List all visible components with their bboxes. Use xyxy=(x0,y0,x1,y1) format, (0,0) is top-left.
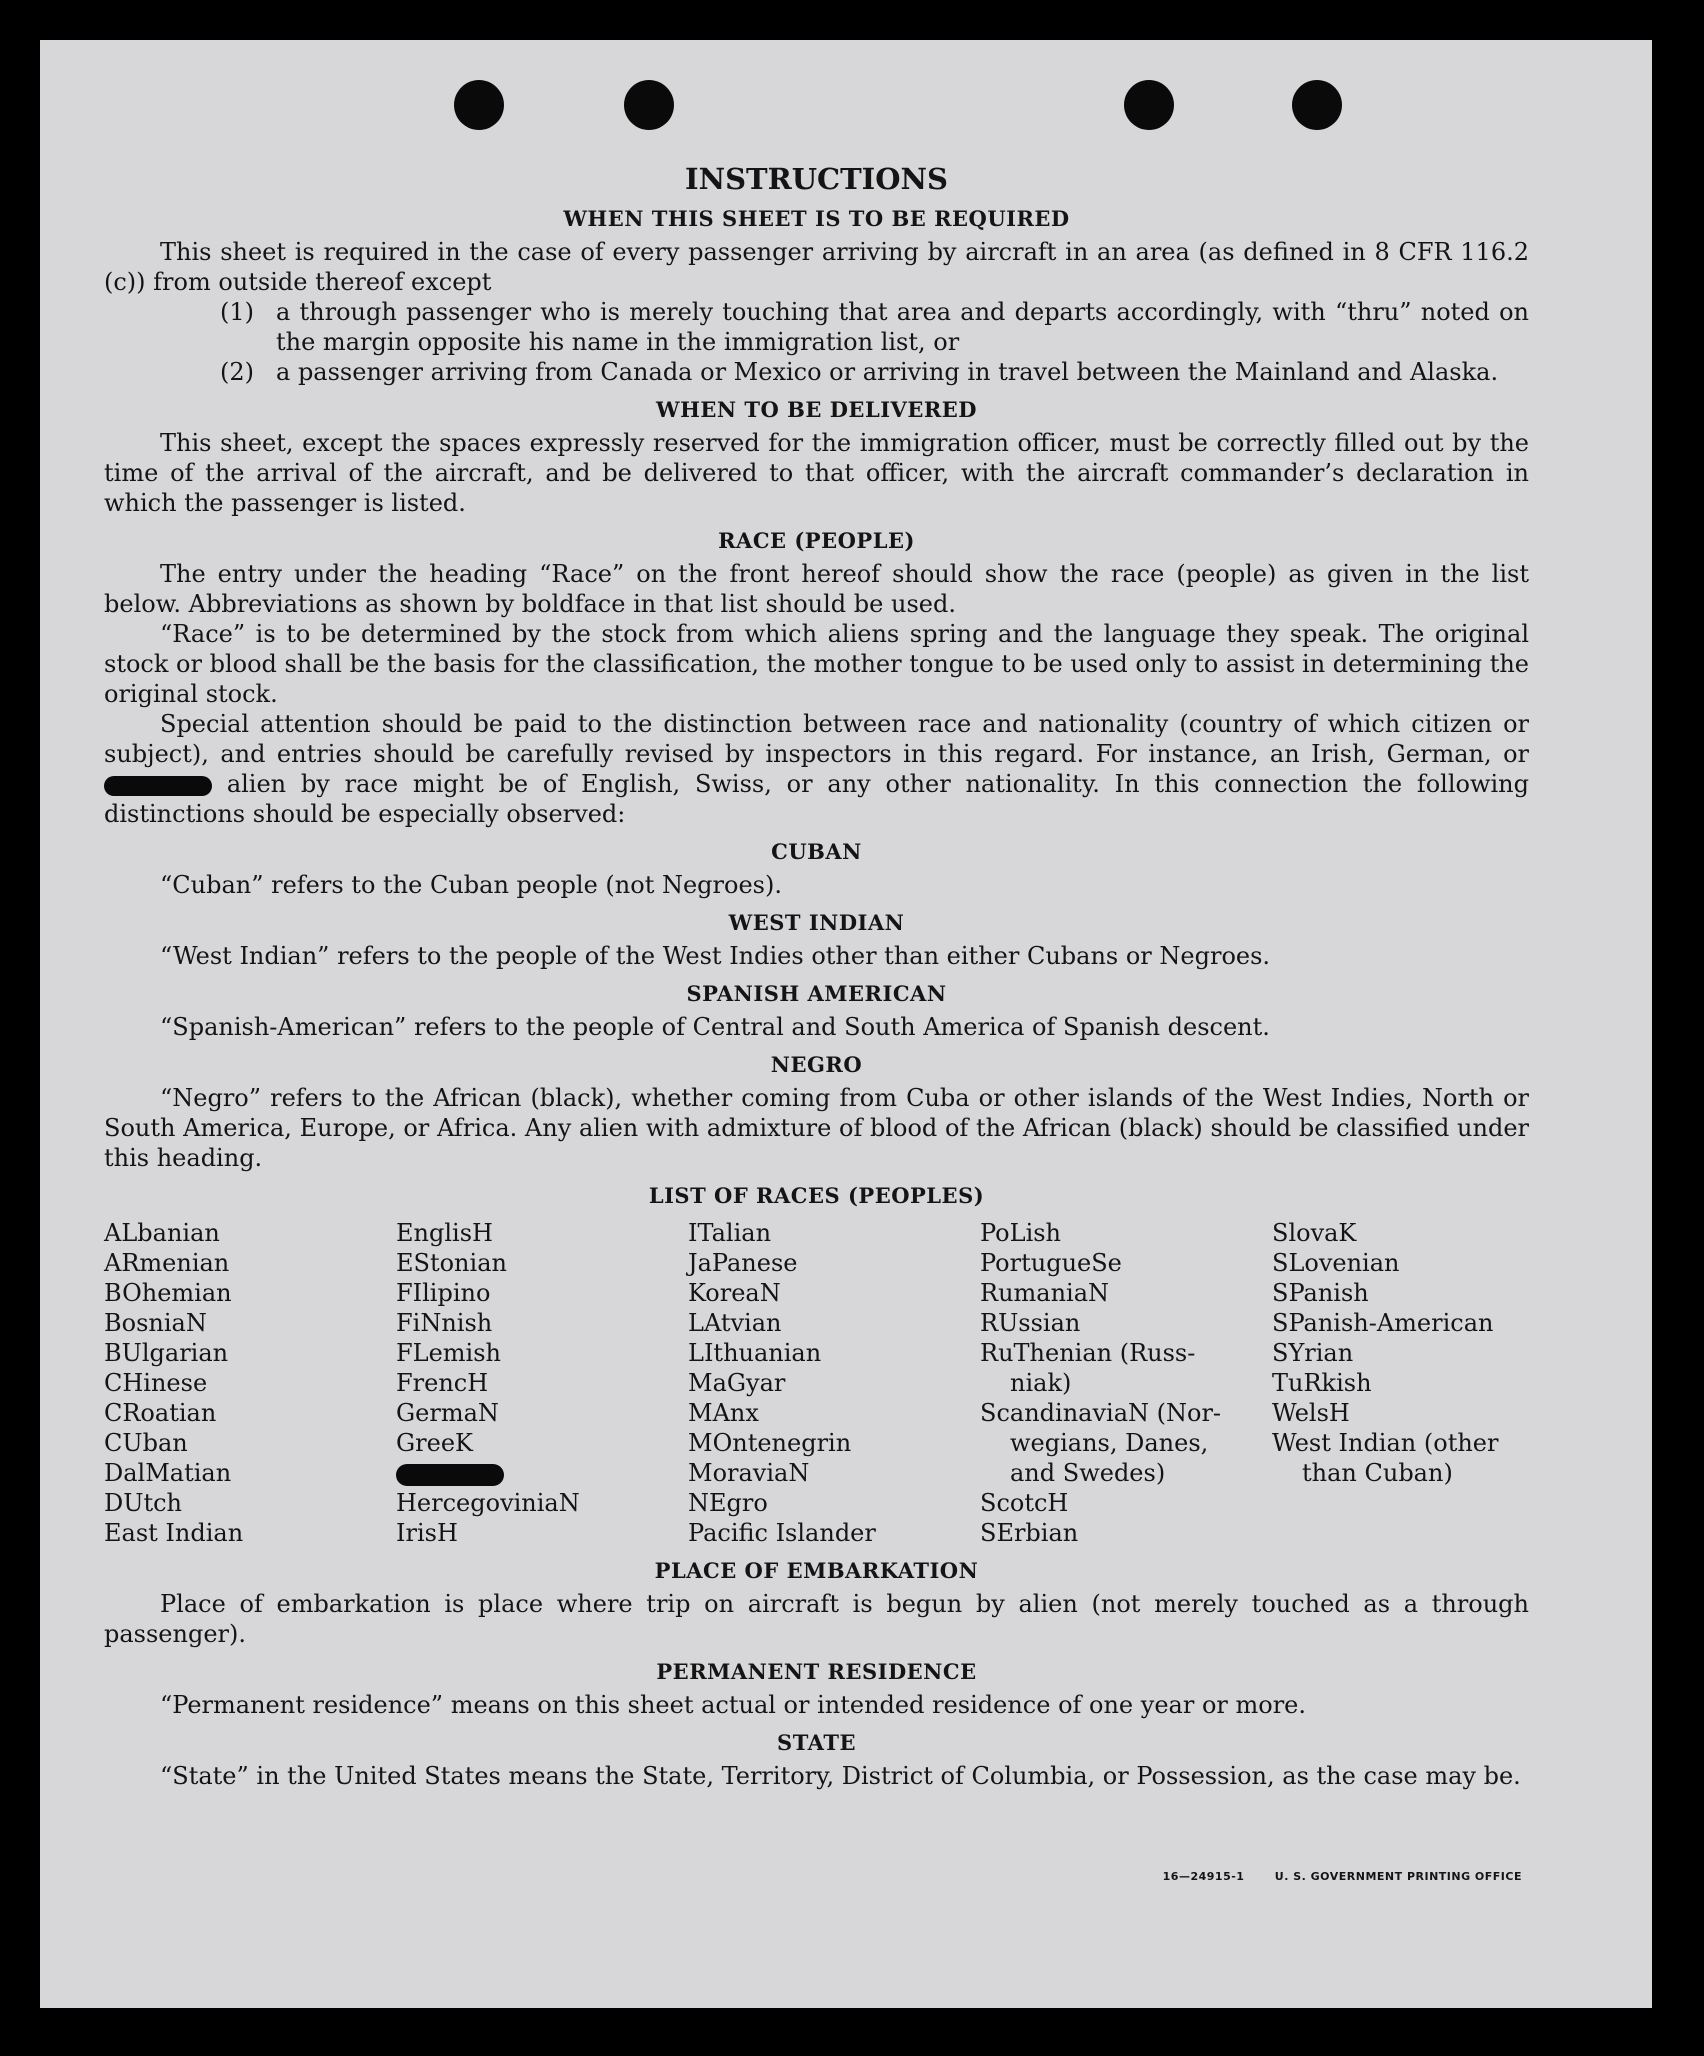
race-item: LIthuanian xyxy=(688,1339,822,1367)
race-item: Pacific Islander xyxy=(688,1519,876,1547)
paragraph: “Permanent residence” means on this sheet actual or intended residence of one year or more. xyxy=(160,1691,1306,1719)
race-item: MOntenegrin xyxy=(688,1429,852,1457)
race-item: ALbanian xyxy=(104,1219,220,1247)
race-item-continued: than Cuban) xyxy=(1302,1459,1453,1487)
race-item: BUlgarian xyxy=(104,1339,229,1367)
race-item: FiNnish xyxy=(396,1309,493,1337)
race-item: BosniaN xyxy=(104,1309,207,1337)
redaction-mark xyxy=(104,776,212,796)
race-column xyxy=(980,1218,1272,1548)
section-heading: WHEN TO BE DELIVERED xyxy=(655,397,977,422)
paragraph: “Negro” refers to the African (black), whether coming from Cuba or other islands of the West Indies, North or South America, Europe, or Africa. Any alien with admixture of blood of the African (black) should be classified under this heading. xyxy=(104,1084,1529,1172)
race-item: FLemish xyxy=(396,1339,501,1367)
paragraph-text: Special attention should be paid to the distinction between race and nationality (country of which citizen or subject), and entries should be carefully revised by inspectors in this regard. For instance, an Irish, German, or xyxy=(104,710,1529,768)
paragraph: The entry under the heading “Race” on the front hereof should show the race (people) as given in the list below. Abbreviations as shown by boldface in that list should be used. xyxy=(104,560,1529,618)
paragraph: Place of embarkation is place where trip on aircraft is begun by alien (not merely touched as a through passenger). xyxy=(104,1590,1529,1648)
paragraph: “Spanish-American” refers to the people of Central and South America of Spanish descent. xyxy=(160,1013,1270,1041)
race-item: GreeK xyxy=(396,1429,473,1457)
race-column xyxy=(104,1218,396,1548)
race-item: KoreaN xyxy=(688,1279,781,1307)
race-list xyxy=(104,1218,1529,1548)
section-heading: PERMANENT RESIDENCE xyxy=(656,1659,977,1684)
punch-hole xyxy=(454,80,504,130)
instructions-body xyxy=(104,162,1529,1791)
race-item: RUssian xyxy=(980,1309,1081,1337)
race-item: DUtch xyxy=(104,1489,183,1517)
section-heading: CUBAN xyxy=(771,839,862,864)
section-heading: WHEN THIS SHEET IS TO BE REQUIRED xyxy=(563,206,1070,231)
race-column xyxy=(1272,1218,1564,1548)
race-item: NEgro xyxy=(688,1489,768,1517)
race-item: ITalian xyxy=(688,1219,772,1247)
race-item: CUban xyxy=(104,1429,188,1457)
race-item-continued: wegians, Danes, xyxy=(1010,1429,1209,1457)
list-item xyxy=(220,297,1529,357)
race-item: CHinese xyxy=(104,1369,208,1397)
race-item: East Indian xyxy=(104,1519,244,1547)
race-item-continued: niak) xyxy=(1010,1369,1072,1397)
section-heading: LIST OF RACES (PEOPLES) xyxy=(648,1183,985,1208)
race-item: RuThenian (Russ- xyxy=(980,1339,1196,1367)
race-item: FrencH xyxy=(396,1369,489,1397)
paragraph: This sheet, except the spaces expressly reserved for the immigration officer, must be correctly filled out by the time of the arrival of the aircraft, and be delivered to that officer, with the aircraft commander’s declaration in which the passenger is listed. xyxy=(104,429,1529,517)
race-item: PortugueSe xyxy=(980,1249,1122,1277)
race-item: GermaN xyxy=(396,1399,499,1427)
paragraph: “West Indian” refers to the people of the West Indies other than either Cubans or Negroes. xyxy=(160,942,1271,970)
paragraph xyxy=(104,709,1529,829)
list-item xyxy=(220,357,1529,387)
race-item: DalMatian xyxy=(104,1459,232,1487)
paragraph: This sheet is required in the case of every passenger arriving by aircraft in an area (as defined in 8 CFR 116.2 (c)) from outside thereof except xyxy=(104,238,1529,296)
race-item: SYrian xyxy=(1272,1339,1354,1367)
race-column xyxy=(688,1218,980,1548)
form-code: 16—24915-1 xyxy=(1162,1870,1245,1883)
race-item: SErbian xyxy=(980,1519,1079,1547)
section-heading: STATE xyxy=(777,1730,856,1755)
race-column xyxy=(396,1218,688,1548)
race-item: MaGyar xyxy=(688,1369,786,1397)
section-heading: WEST INDIAN xyxy=(728,910,905,935)
paragraph: “Cuban” refers to the Cuban people (not Negroes). xyxy=(160,871,782,899)
race-item-continued: and Swedes) xyxy=(1010,1459,1166,1487)
race-item: CRoatian xyxy=(104,1399,217,1427)
print-footer xyxy=(1137,1870,1522,1883)
paragraph: “State” in the United States means the State, Territory, District of Columbia, or Possession, as the case may be. xyxy=(160,1762,1521,1790)
item-number: (1) xyxy=(220,298,254,326)
race-item: SPanish xyxy=(1272,1279,1369,1307)
redaction-mark xyxy=(396,1464,504,1486)
race-item: ScandinaviaN (Nor- xyxy=(980,1399,1222,1427)
item-text: a passenger arriving from Canada or Mexico or arriving in travel between the Mainland and Alaska. xyxy=(276,358,1499,386)
race-item: ScotcH xyxy=(980,1489,1069,1517)
race-item: JaPanese xyxy=(688,1249,798,1277)
section-heading: SPANISH AMERICAN xyxy=(686,981,947,1006)
race-item: LAtvian xyxy=(688,1309,782,1337)
race-item: MoraviaN xyxy=(688,1459,810,1487)
race-item: West Indian (other xyxy=(1272,1429,1499,1457)
punch-hole xyxy=(624,80,674,130)
paragraph: “Race” is to be determined by the stock from which aliens spring and the language they speak. The original stock or blood shall be the basis for the classification, the mother tongue to be used only to assist in determining the original stock. xyxy=(104,620,1529,708)
race-item: ARmenian xyxy=(104,1249,230,1277)
printer-credit: U. S. GOVERNMENT PRINTING OFFICE xyxy=(1274,1870,1522,1883)
document-page xyxy=(40,40,1652,2008)
section-heading: NEGRO xyxy=(770,1052,863,1077)
punch-hole xyxy=(1124,80,1174,130)
section-heading: RACE (PEOPLE) xyxy=(718,528,915,553)
page-title: INSTRUCTIONS xyxy=(685,162,948,196)
paragraph-text: alien by race might be of English, Swiss, or any other nationality. In this connection the following distinctions should be especially observed: xyxy=(104,770,1529,828)
race-item: BOhemian xyxy=(104,1279,232,1307)
race-item-redacted xyxy=(396,1458,688,1488)
item-text: a through passenger who is merely touching that area and departs accordingly, with “thru” noted on the margin opposite his name in the immigration list, or xyxy=(276,298,1529,356)
race-item: RumaniaN xyxy=(980,1279,1110,1307)
section-heading: PLACE OF EMBARKATION xyxy=(654,1558,979,1583)
race-item: WelsH xyxy=(1272,1399,1350,1427)
race-item: SlovaK xyxy=(1272,1219,1357,1247)
race-item: PoLish xyxy=(980,1219,1062,1247)
race-item: EStonian xyxy=(396,1249,507,1277)
race-item: IrisH xyxy=(396,1519,458,1547)
race-item: HercegoviniaN xyxy=(396,1489,580,1517)
race-item: SPanish-American xyxy=(1272,1309,1494,1337)
punch-hole xyxy=(1292,80,1342,130)
race-item: EnglisH xyxy=(396,1219,493,1247)
item-number: (2) xyxy=(220,358,254,386)
race-item: FIlipino xyxy=(396,1279,491,1307)
race-item: SLovenian xyxy=(1272,1249,1400,1277)
race-item: TuRkish xyxy=(1272,1369,1372,1397)
race-item: MAnx xyxy=(688,1399,759,1427)
